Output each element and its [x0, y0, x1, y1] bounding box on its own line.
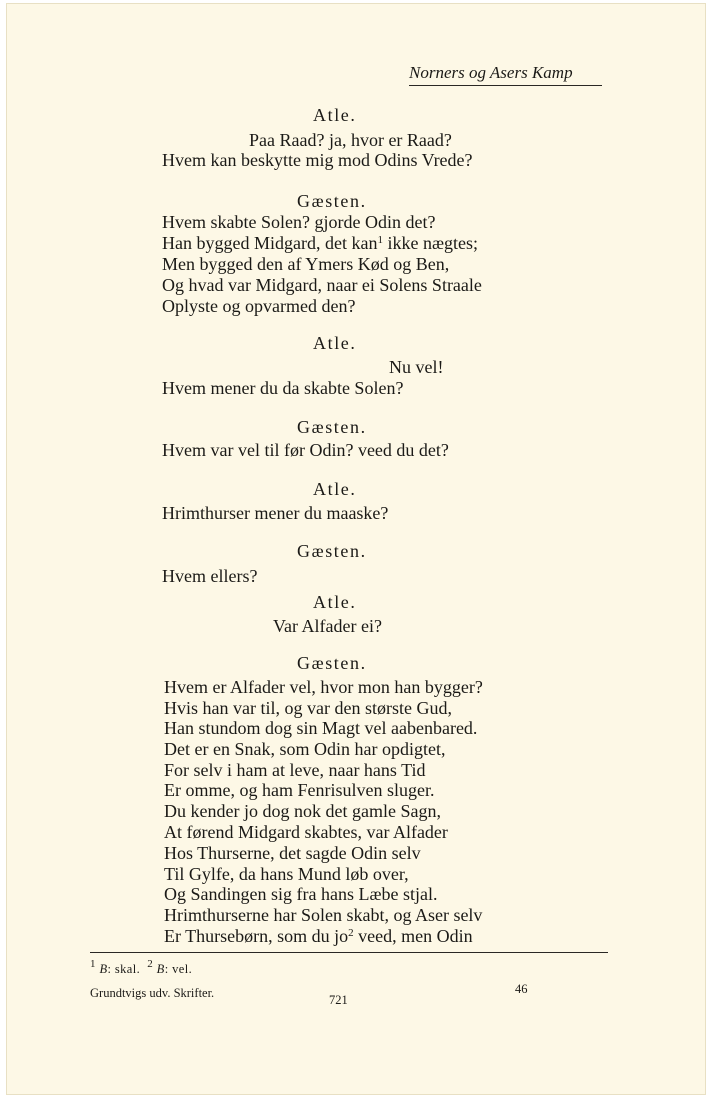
footnote-rule: [90, 952, 608, 953]
collection-title: Grundtvigs udv. Skrifter.: [90, 986, 215, 1000]
verse-line: Hrimthurser mener du maaske?: [162, 503, 389, 523]
speaker-label: Atle.: [313, 105, 357, 125]
verse-line: Hvem kan beskytte mig mod Odins Vrede?: [162, 150, 473, 170]
footnotes: $^1$ B: skal. $^2$ B: vel.: [90, 958, 193, 976]
verse-line: Hrimthurserne har Solen skabt, og Aser selv: [164, 905, 483, 925]
running-header: Norners og Asers Kamp: [409, 63, 573, 82]
verse-line: Hvis han var til, og var den største Gud,: [164, 698, 452, 718]
verse-line: Hvem er Alfader vel, hvor mon han bygger?: [164, 677, 483, 697]
signature-number: 46: [515, 982, 528, 996]
speaker-label: Gæsten.: [297, 541, 367, 561]
verse-line: Var Alfader ei?: [273, 616, 382, 636]
footnote-mark: 1: [377, 234, 383, 246]
verse-line: Er omme, og ham Fenrisulven sluger.: [164, 780, 435, 800]
verse-line: Hvem var vel til før Odin? veed du det?: [162, 440, 449, 460]
verse-line: Du kender jo dog nok det gamle Sagn,: [164, 801, 441, 821]
verse-line: Han stundom dog sin Magt vel aabenbared.: [164, 718, 478, 738]
verse-line: Paa Raad? ja, hvor er Raad?: [249, 130, 452, 150]
footnote-mark: 2: [348, 927, 354, 939]
verse-line: Han bygged Midgard, det kan$^1$ ikke nægtes;: [162, 233, 478, 253]
page-number: 721: [329, 993, 348, 1007]
verse-line: Det er en Snak, som Odin har opdigtet,: [164, 739, 446, 759]
verse-line: Og hvad var Midgard, naar ei Solens Straale: [162, 275, 482, 295]
verse-line: Og Sandingen sig fra hans Læbe stjal.: [164, 884, 438, 904]
verse-line: Hos Thurserne, det sagde Odin selv: [164, 843, 421, 863]
verse-line: Hvem ellers?: [162, 566, 258, 586]
speaker-label: Gæsten.: [297, 653, 367, 673]
verse-line: Nu vel!: [389, 357, 444, 377]
verse-line: Til Gylfe, da hans Mund løb over,: [164, 864, 409, 884]
speaker-label: Atle.: [313, 333, 357, 353]
header-rule: [409, 85, 602, 86]
speaker-label: Gæsten.: [297, 191, 367, 211]
verse-line: At førend Midgard skabtes, var Alfader: [164, 822, 448, 842]
speaker-label: Atle.: [313, 479, 357, 499]
speaker-label: Atle.: [313, 592, 357, 612]
speaker-label: Gæsten.: [297, 417, 367, 437]
verse-line: Er Thursebørn, som du $jo^2$ veed, men Odin: [164, 926, 473, 946]
verse-line: Oplyste og opvarmed den?: [162, 296, 356, 316]
verse-line: Hvem skabte Solen? gjorde Odin det?: [162, 212, 436, 232]
verse-line: Men bygged den af Ymers Kød og Ben,: [162, 254, 450, 274]
verse-line: For selv i ham at leve, naar hans Tid: [164, 760, 426, 780]
verse-line: Hvem mener du da skabte Solen?: [162, 378, 404, 398]
